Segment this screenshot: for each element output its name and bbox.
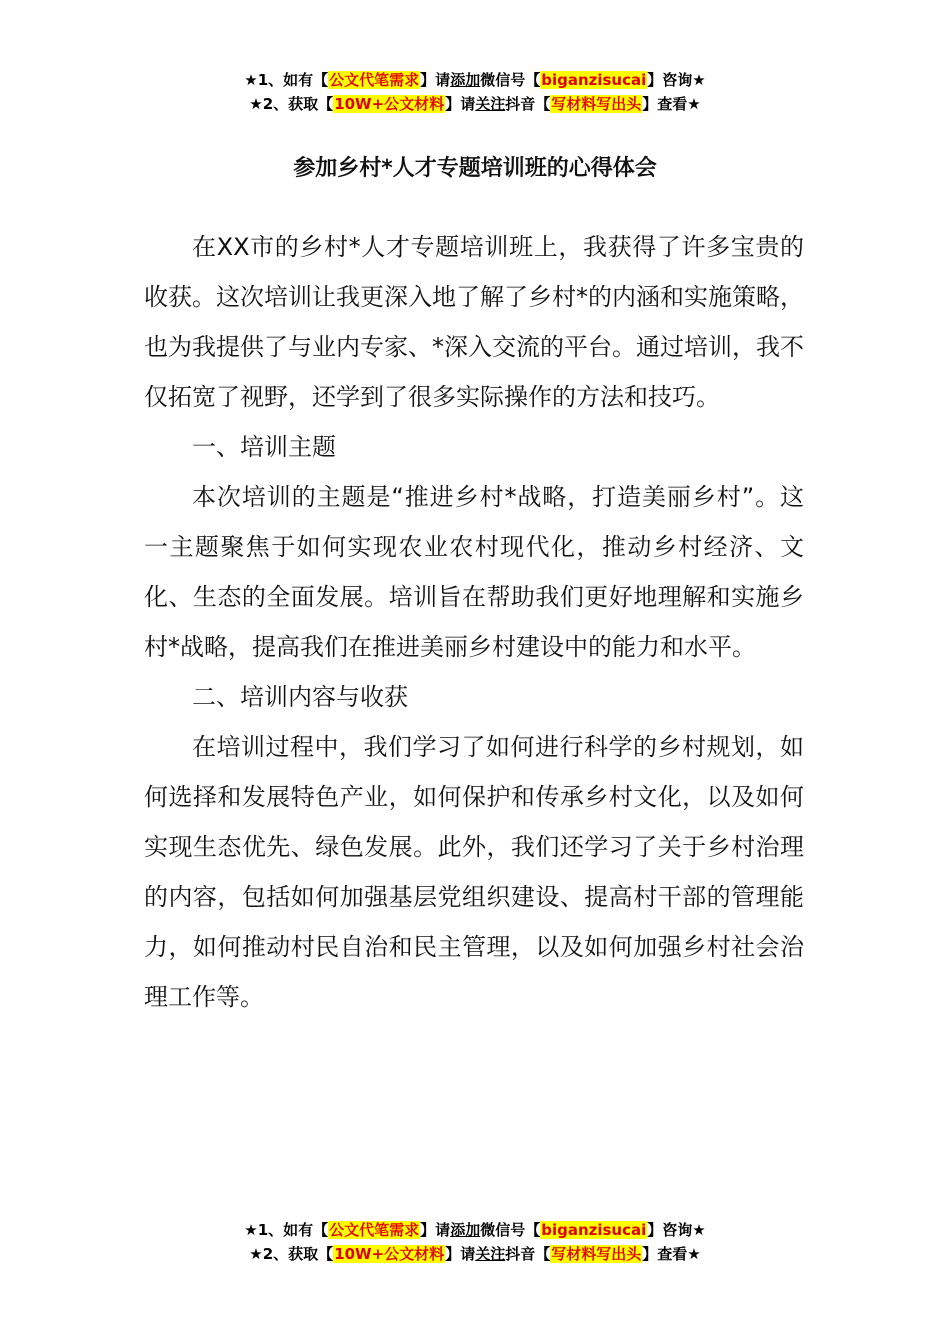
paragraph-content: 在培训过程中，我们学习了如何进行科学的乡村规划，如何选择和发展特色产业，如何保护和传承乡村文化，以及如何实现生态优先、绿色发展。此外，我们还学习了关于乡村治理的内容，包括如何加强基层党组织建设、提高村干部的管理能力，如何推动村民自治和民主管理，以及如何加强乡村社会治理工作等。	[144, 733, 804, 1011]
banner-underline: 关注	[475, 1245, 506, 1263]
banner-text: ★1、如有【	[244, 71, 329, 89]
banner-highlight: 公文代笔需求	[329, 1221, 420, 1239]
banner-highlight: 10W+公文材料	[334, 95, 445, 113]
document-body	[144, 222, 804, 1022]
section-heading-2: 二、培训内容与收获	[192, 683, 408, 711]
banner-text: 】请	[445, 1245, 476, 1263]
banner-line-2	[0, 92, 950, 116]
section-heading-1: 一、培训主题	[192, 433, 336, 461]
banner-underline: 关注	[475, 95, 506, 113]
banner-text: 】咨询★	[647, 71, 706, 89]
document-title: 参加乡村*人才专题培训班的心得体会	[293, 156, 657, 181]
banner-highlight: biganzisucai	[541, 1221, 647, 1239]
banner-text: 】查看★	[642, 95, 701, 113]
banner-highlight: 写材料写出头	[551, 95, 642, 113]
paragraph-theme: 本次培训的主题是“推进乡村*战略，打造美丽乡村”。这一主题聚焦于如何实现农业农村现代化，推动乡村经济、文化、生态的全面发展。培训旨在帮助我们更好地理解和实施乡村*战略，提高我们在推进美丽乡村建设中的能力和水平。	[144, 483, 804, 661]
banner-highlight: 公文代笔需求	[329, 71, 420, 89]
paragraph-intro: 在XX市的乡村*人才专题培训班上，我获得了许多宝贵的收获。这次培训让我更深入地了解了乡村*的内涵和实施策略，也为我提供了与业内专家、*深入交流的平台。通过培训，我不仅拓宽了视野，还学到了很多实际操作的方法和技巧。	[144, 233, 804, 411]
banner-text: 抖音【	[505, 95, 551, 113]
banner-line-1	[0, 68, 950, 92]
banner-text: ★2、获取【	[249, 1245, 334, 1263]
banner-text: ★2、获取【	[249, 95, 334, 113]
banner-text: 】请	[445, 95, 476, 113]
banner-text: ★1、如有【	[244, 1221, 329, 1239]
banner-text: 】咨询★	[647, 1221, 706, 1239]
banner-underline: 添加	[450, 1221, 481, 1239]
banner-text: 微信号【	[480, 1221, 541, 1239]
banner-highlight: biganzisucai	[541, 71, 647, 89]
footer-banner	[0, 1218, 950, 1266]
banner-line-2	[0, 1242, 950, 1266]
banner-text: 】请	[420, 71, 451, 89]
banner-underline: 添加	[450, 71, 481, 89]
banner-highlight: 10W+公文材料	[334, 1245, 445, 1263]
header-banner	[0, 68, 950, 116]
banner-text: 微信号【	[480, 71, 541, 89]
banner-highlight: 写材料写出头	[551, 1245, 642, 1263]
banner-text: 抖音【	[505, 1245, 551, 1263]
banner-line-1	[0, 1218, 950, 1242]
banner-text: 】查看★	[642, 1245, 701, 1263]
banner-text: 】请	[420, 1221, 451, 1239]
